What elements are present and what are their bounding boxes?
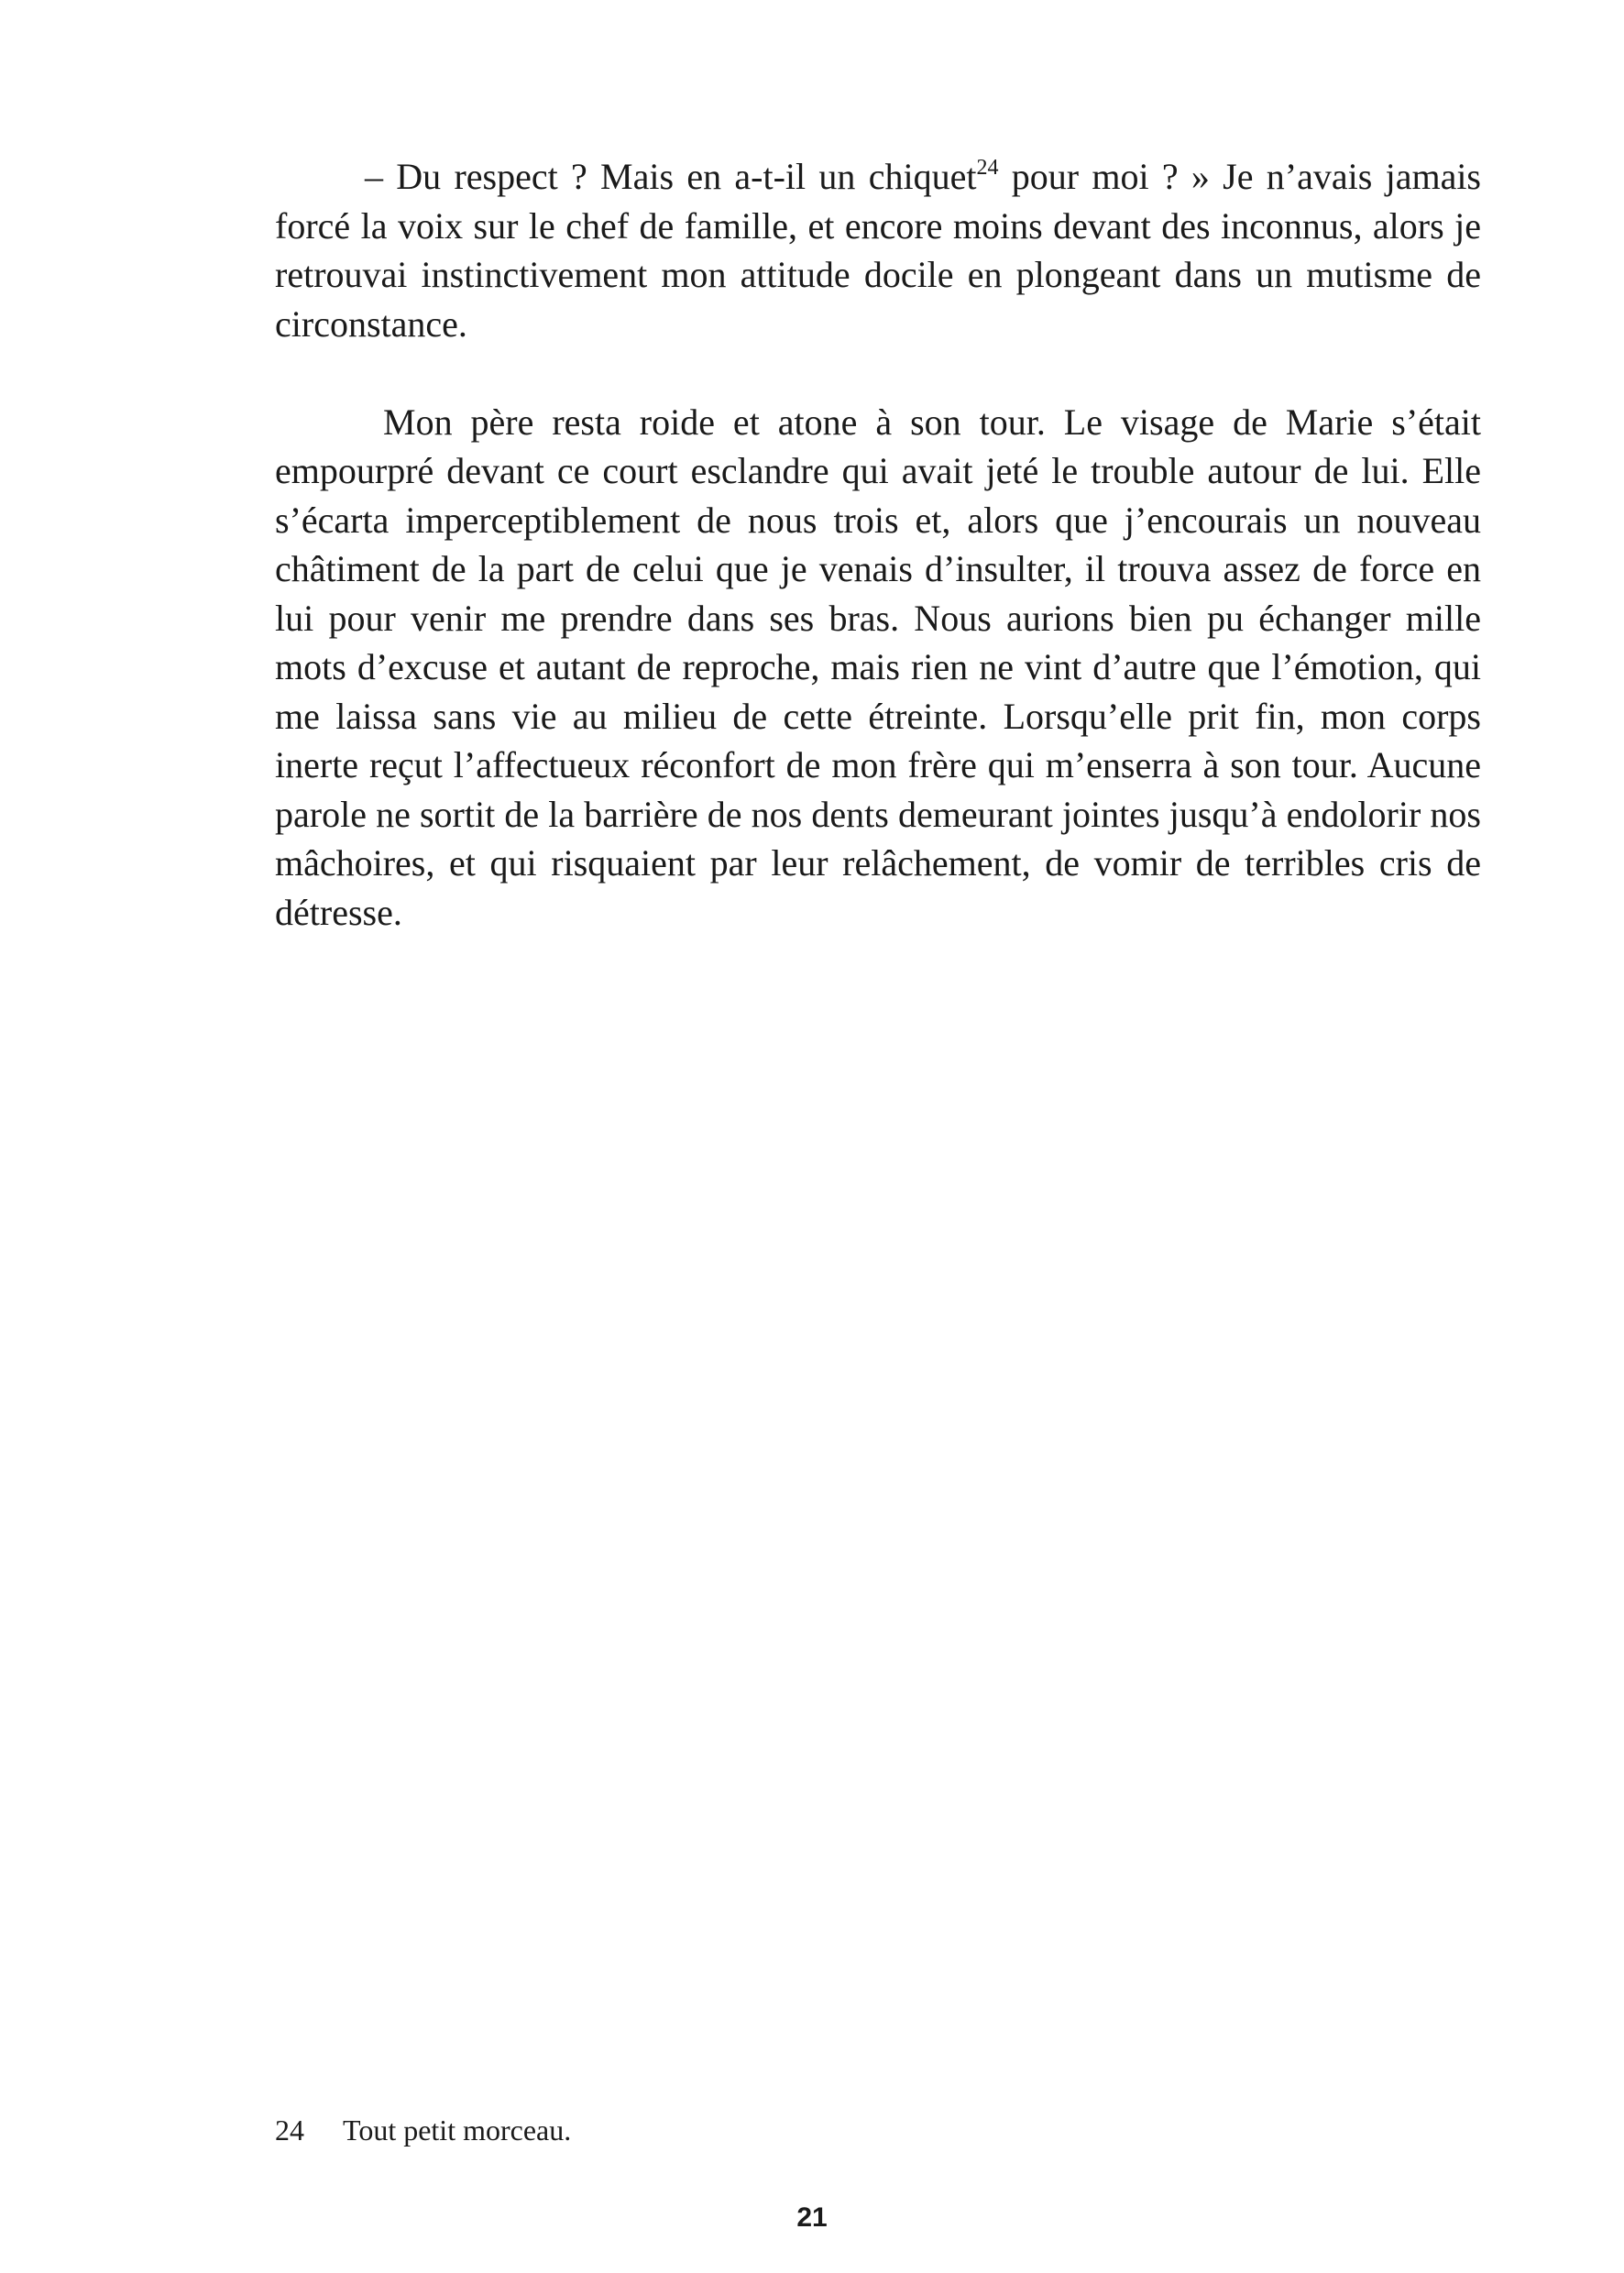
- paragraph-1-text-end: pour moi ? » Je n’avais jamais forcé la voix sur le chef de famille, et encore moins devant des inconnus, alors je retrouvai instinctivement mon attitude docile en plongeant dans un mutisme de circonstance.: [275, 156, 1482, 345]
- paragraph-2: Mon père resta roide et atone à son tour. Le visage de Marie s’était empourpré devant ce court esclandre qui avait jeté le trouble autour de lui. Elle s’écarta imperceptiblement de nous trois et, alors que j’encourais un nouveau châtiment de la part de celui que je venais d’insulter, il trouva assez de force en lui pour venir me prendre dans ses bras. Nous aurions bien pu échanger mille mots d’excuse et autant de reproche, mais rien ne vint d’autre que l’émotion, qui me laissa sans vie au milieu de cette étreinte. Lorsqu’elle prit fin, mon corps inerte reçut l’affectueux réconfort de mon frère qui m’enserra à son tour. Aucune parole ne sortit de la barrière de nos dents demeurant jointes jusqu’à endolorir nos mâchoires, et qui risquaient par leur relâchement, de vomir de terribles cris de détresse.: [275, 401, 1481, 933]
- body-text: [275, 152, 1481, 937]
- footnote-reference: 24: [976, 156, 999, 180]
- footnote-number: 24: [275, 2114, 304, 2147]
- paragraph-1: [275, 152, 1481, 348]
- paragraph-1-text-start: – Du respect ? Mais en a-t-il un chiquet: [365, 156, 977, 197]
- footnote-text: Tout petit morceau.: [343, 2114, 572, 2147]
- page-number: 21: [796, 2202, 828, 2233]
- footnote: [275, 2112, 571, 2148]
